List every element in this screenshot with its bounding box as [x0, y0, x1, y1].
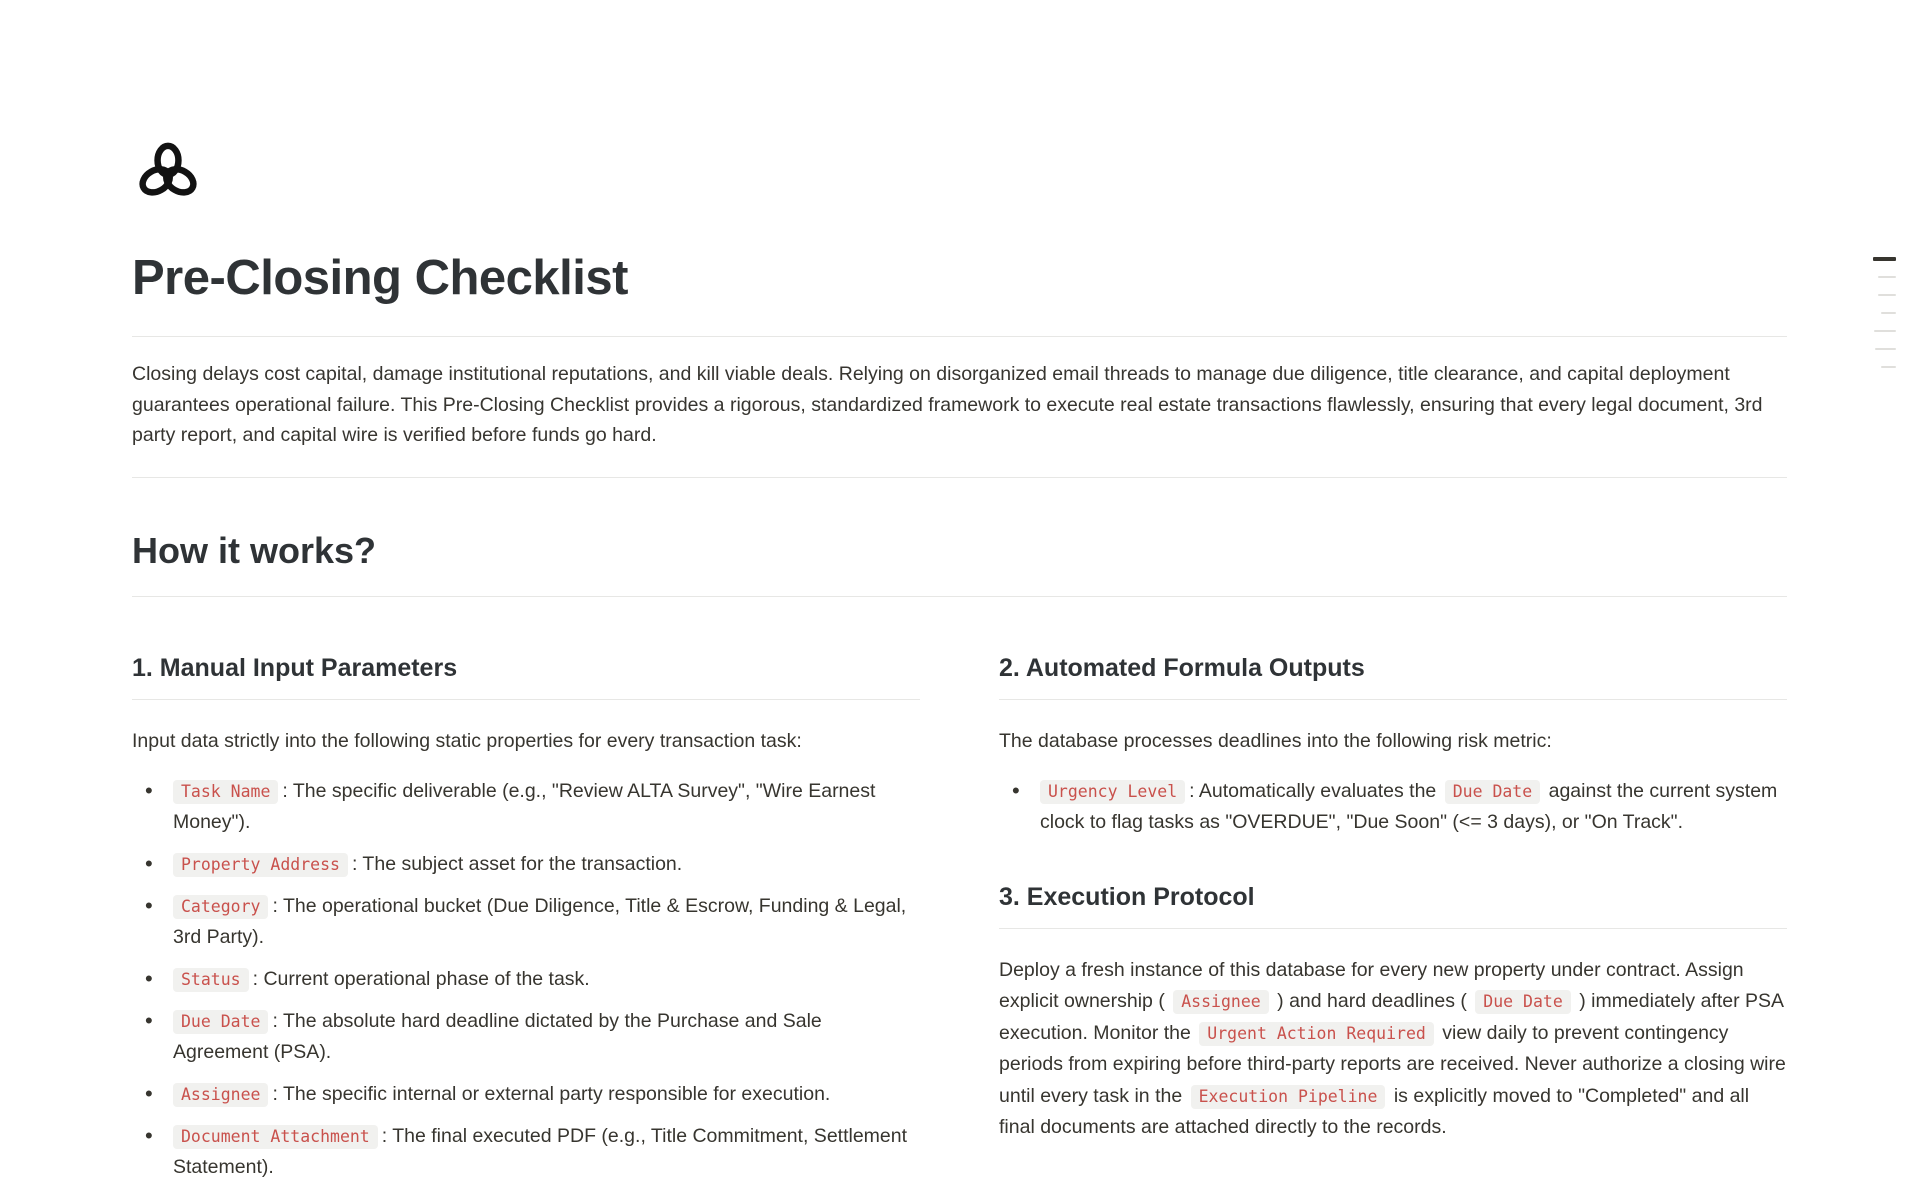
list-item: [999, 776, 1787, 838]
trefoil-knot-icon[interactable]: [132, 138, 204, 210]
property-tag: Document Attachment: [173, 1125, 378, 1149]
list-item: [132, 849, 920, 880]
list-item-text: : Automatically evaluates the: [1189, 779, 1437, 802]
list-item-text: against the current system clock to flag tasks as "OVERDUE", "Due Soon" (<= 3 days), or "On Track".: [1040, 779, 1778, 833]
manual-input-column: [132, 653, 920, 1194]
divider: [132, 699, 920, 700]
list-item: [132, 964, 920, 995]
list-item-text: : The subject asset for the transaction.: [351, 852, 683, 875]
divider: [999, 699, 1787, 700]
property-tag: Assignee: [173, 1083, 268, 1107]
bullet-icon: •: [145, 850, 153, 876]
property-tag: Due Date: [173, 1010, 268, 1034]
property-tag: Due Date: [1445, 780, 1540, 804]
property-tag: Due Date: [1475, 990, 1570, 1014]
toc-bar[interactable]: [1874, 330, 1896, 332]
list-item-text: : The specific deliverable (e.g., "Review ALTA Survey", "Wire Earnest Money").: [173, 779, 876, 833]
divider: [999, 928, 1787, 929]
formula-outputs-lead: The database processes deadlines into the following risk metric:: [999, 729, 1552, 752]
two-column-layout: [132, 653, 1787, 1194]
list-item-text: : The operational bucket (Due Diligence, Title & Escrow, Funding & Legal, 3rd Party).: [173, 894, 907, 948]
intro-paragraph: Closing delays cost capital, damage institutional reputations, and kill viable deals. Relying on disorganized email threads to manage due diligence, title clearance, and capital deployment guarantees operational failure. This Pre-Closing Checklist provides a rigorous, standardized framework to execute real estate transactions flawlessly, ensuring that every legal document, 3rd party report, and capital wire is verified before funds go hard.: [132, 363, 1763, 446]
toc-bar[interactable]: [1881, 366, 1896, 368]
toc-bar[interactable]: [1873, 257, 1896, 261]
divider: [132, 336, 1787, 337]
protocol-text: is explicitly moved to "Completed" and all final documents are attached directly to the records.: [999, 1084, 1750, 1138]
protocol-text: view daily to prevent contingency periods from expiring before third-party reports are received. Never authorize a closing wire until every task in the: [999, 1021, 1786, 1107]
manual-input-list: [132, 776, 920, 1183]
bullet-icon: •: [1012, 777, 1020, 803]
toc-bar[interactable]: [1878, 294, 1896, 296]
document-page: [132, 0, 1787, 1199]
bullet-icon: •: [145, 965, 153, 991]
divider: [132, 477, 1787, 478]
list-item-text: : The specific internal or external party responsible for execution.: [272, 1082, 831, 1105]
formula-output-column: [999, 653, 1787, 1194]
property-tag: Property Address: [173, 853, 348, 877]
page-title: Pre-Closing Checklist: [132, 251, 628, 305]
execution-protocol-paragraph: [999, 955, 1787, 1144]
toc-bar[interactable]: [1881, 312, 1896, 314]
toc-bar[interactable]: [1875, 348, 1896, 350]
list-item-text: : The absolute hard deadline dictated by the Purchase and Sale Agreement (PSA).: [173, 1009, 822, 1063]
bullet-icon: •: [145, 892, 153, 918]
list-item-text: : The final executed PDF (e.g., Title Commitment, Settlement Statement).: [173, 1124, 908, 1178]
bullet-icon: •: [145, 777, 153, 803]
property-tag: Urgent Action Required: [1199, 1022, 1434, 1046]
protocol-text: ) immediately after PSA execution. Monitor the: [999, 990, 1783, 1044]
manual-input-heading: 1. Manual Input Parameters: [132, 653, 458, 682]
property-tag: Status: [173, 968, 249, 992]
formula-outputs-heading: 2. Automated Formula Outputs: [999, 653, 1365, 682]
bullet-icon: •: [145, 1122, 153, 1148]
property-tag: Task Name: [173, 780, 278, 804]
property-tag: Execution Pipeline: [1191, 1085, 1386, 1109]
execution-protocol-heading: 3. Execution Protocol: [999, 882, 1255, 911]
manual-input-lead: Input data strictly into the following static properties for every transaction task:: [132, 729, 802, 752]
how-it-works-heading: How it works?: [132, 529, 377, 571]
list-item: [132, 776, 920, 838]
toc-bar[interactable]: [1878, 276, 1896, 278]
toc-indicator[interactable]: [1872, 257, 1896, 384]
protocol-text: ) and hard deadlines (: [1277, 990, 1467, 1012]
list-item: [132, 1121, 920, 1183]
formula-outputs-list: [999, 776, 1787, 838]
list-item-text: : Current operational phase of the task.: [252, 967, 590, 990]
divider: [132, 596, 1787, 597]
list-item: [132, 891, 920, 953]
property-tag: Urgency Level: [1040, 780, 1185, 804]
property-tag: Assignee: [1173, 990, 1268, 1014]
list-item: [132, 1006, 920, 1068]
protocol-text: Deploy a fresh instance of this database for every new property under contract. Assign explicit ownership (: [999, 958, 1744, 1012]
property-tag: Category: [173, 895, 268, 919]
bullet-icon: •: [145, 1007, 153, 1033]
bullet-icon: •: [145, 1080, 153, 1106]
list-item: [132, 1079, 920, 1110]
